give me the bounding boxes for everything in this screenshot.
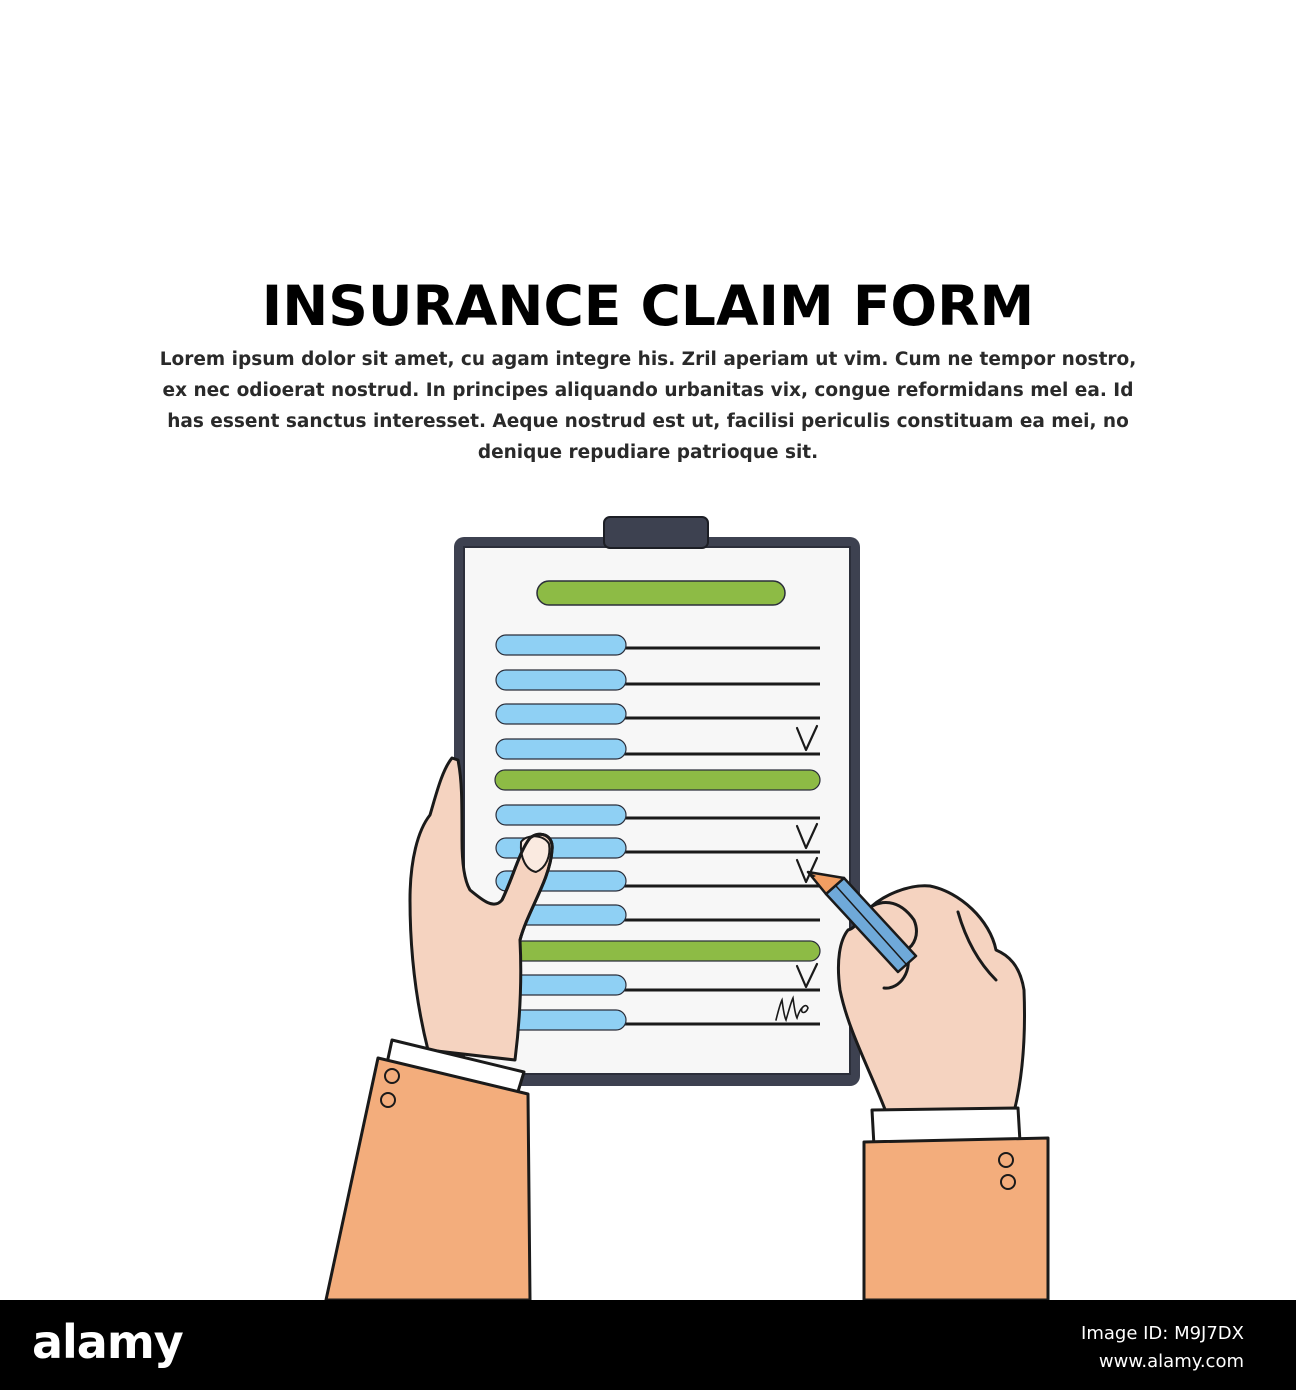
page-title: INSURANCE CLAIM FORM bbox=[261, 274, 1035, 338]
watermark-logo: alamy bbox=[32, 1315, 183, 1369]
form-title-bar bbox=[537, 581, 785, 605]
image-id-label: Image ID: M9J7DX bbox=[1081, 1323, 1244, 1344]
watermark-meta bbox=[1081, 1320, 1244, 1376]
site-url: www.alamy.com bbox=[1098, 1351, 1244, 1372]
hand-icon bbox=[838, 886, 1048, 1300]
description-text: Lorem ipsum dolor sit amet, cu agam integre his. Zril aperiam ut vim. Cum ne tempor nostro, ex nec odioerat nostrud. In principes aliquando urbanitas vix, congue reformidans mel ea. Id has essent sanctus interesset. Aeque nostrud est ut, facilisi periculis constituam ea mei, no denique repudiare patrioque sit. bbox=[159, 349, 1137, 463]
